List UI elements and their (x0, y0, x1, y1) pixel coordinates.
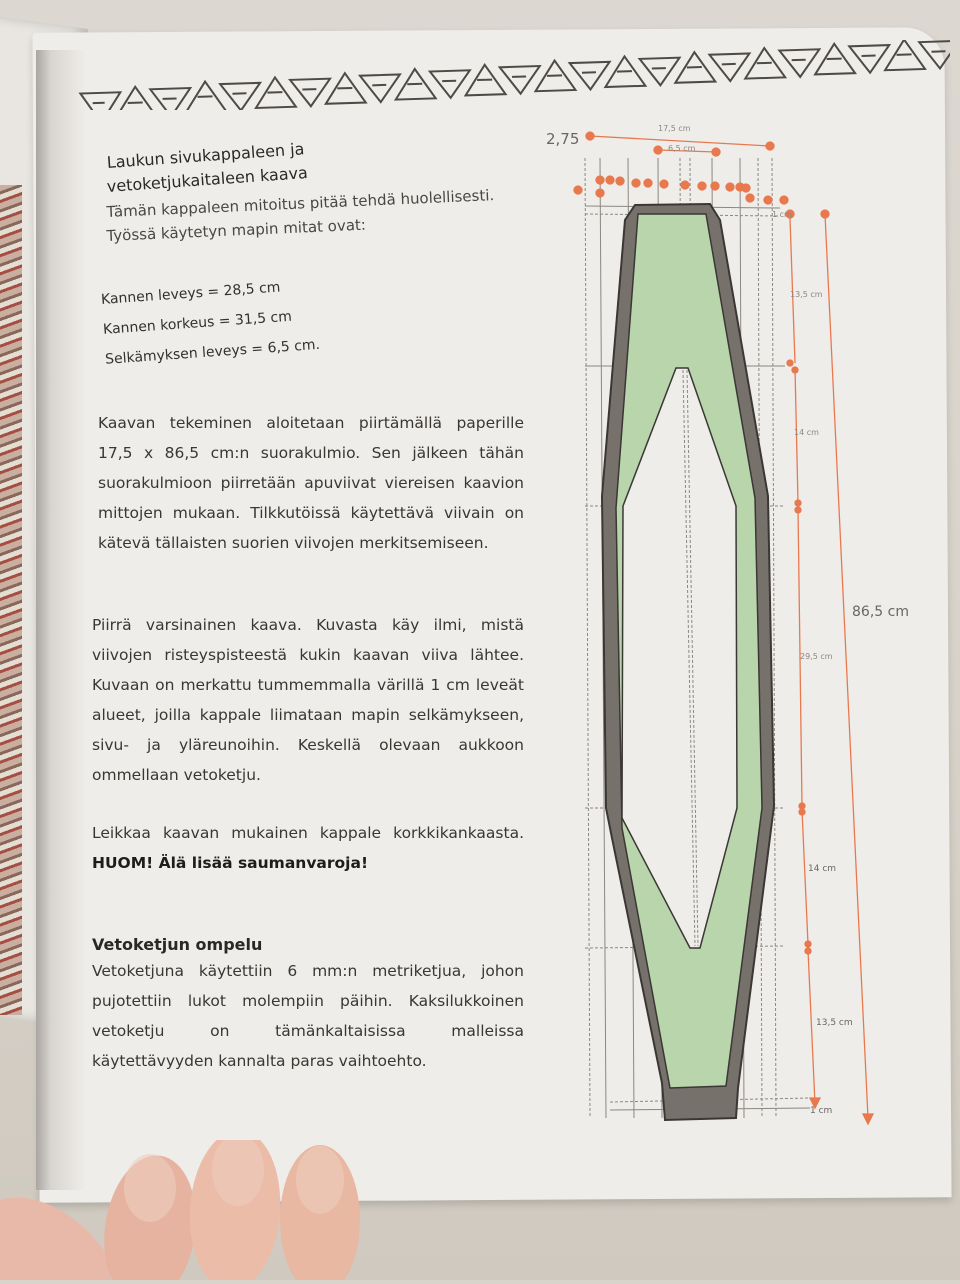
segment-label-bottom-1cm: 1 cm (810, 1106, 833, 1116)
inner-width-label: 6,5 cm (668, 144, 696, 153)
segment-label-14-top: 14 cm (794, 428, 819, 437)
warning-no-seam-allowance: HUOM! Älä lisää saumanvaroja! (92, 854, 369, 872)
decorative-triangle-border (70, 40, 950, 110)
top-width-label: 17,5 cm (658, 124, 691, 133)
pattern-diagram (540, 118, 940, 1128)
segment-label-top-1cm: 1 cm (772, 210, 792, 219)
cut-instruction-text: Leikkaa kaavan mukainen kappale korkkikankaasta. (92, 824, 524, 842)
paragraph-start-drawing: Kaavan tekeminen aloitetaan piirtämällä paperille 17,5 x 86,5 cm:n suorakulmio. Sen jälkeen tähän suorakulmioon piirretään apuviivat viereisen kaavion mittojen mukaan. Tilkkutöissä käytettävä viivain on kätevä tällaisten suorien viivojen merkitsemiseen. (98, 414, 524, 552)
page-gutter-shadow (36, 50, 86, 1190)
left-page-floral-photo (0, 185, 22, 1015)
intro-line1: Tämän kappaleen mitoitus pitää tehdä huolellisesti. (106, 186, 495, 221)
segment-label-14-bottom: 14 cm (808, 864, 837, 874)
pattern-heading-line1: Laukun sivukappaleen ja (106, 139, 305, 172)
section-heading-zipper-sewing: Vetoketjun ompelu (92, 935, 263, 954)
segment-label-13-5-bottom: 13,5 cm (816, 1018, 853, 1028)
dimension-spine-width: Selkämyksen leveys = 6,5 cm. (104, 336, 321, 368)
intro-line2: Työssä käytetyn mapin mitat ovat: (106, 215, 367, 245)
pattern-heading-line2: vetoketjukaitaleen kaava (106, 162, 309, 196)
paragraph-draw-pattern: Piirrä varsinainen kaava. Kuvasta käy ilmi, mistä viivojen risteyspisteestä kukin kaavan viiva lähtee. Kuvaan on merkattu tummemmalla värillä 1 cm leveät alueet, joilla kappale liimataan mapin selkämykseen, sivu- ja yläreunoihin. Keskellä olevaan aukkoon ommellaan vetoketju. (92, 616, 524, 784)
dimension-list (100, 270, 321, 375)
dimension-cover-height: Kannen korkeus = 31,5 cm (102, 308, 293, 338)
hand-fingers (0, 1140, 380, 1280)
corner-offset-label: 2,75 (546, 130, 580, 148)
total-height-label: 86,5 cm (852, 604, 909, 620)
dimension-cover-width: Kannen leveys = 28,5 cm (100, 279, 281, 308)
segment-label-29-5: 29,5 cm (800, 652, 833, 661)
text-column (92, 139, 532, 1070)
segment-label-13-5-top: 13,5 cm (790, 290, 823, 299)
paragraph-cut-piece (92, 818, 524, 878)
paragraph-zipper-sewing: Vetoketjuna käytettiin 6 mm:n metriketjua, johon pujotettiin lukot molempiin päihin. Kaksilukkoinen vetoketju on tämänkaltaisissa malleissa käytettävyyden kannalta paras vaihtoehto. (92, 962, 524, 1070)
